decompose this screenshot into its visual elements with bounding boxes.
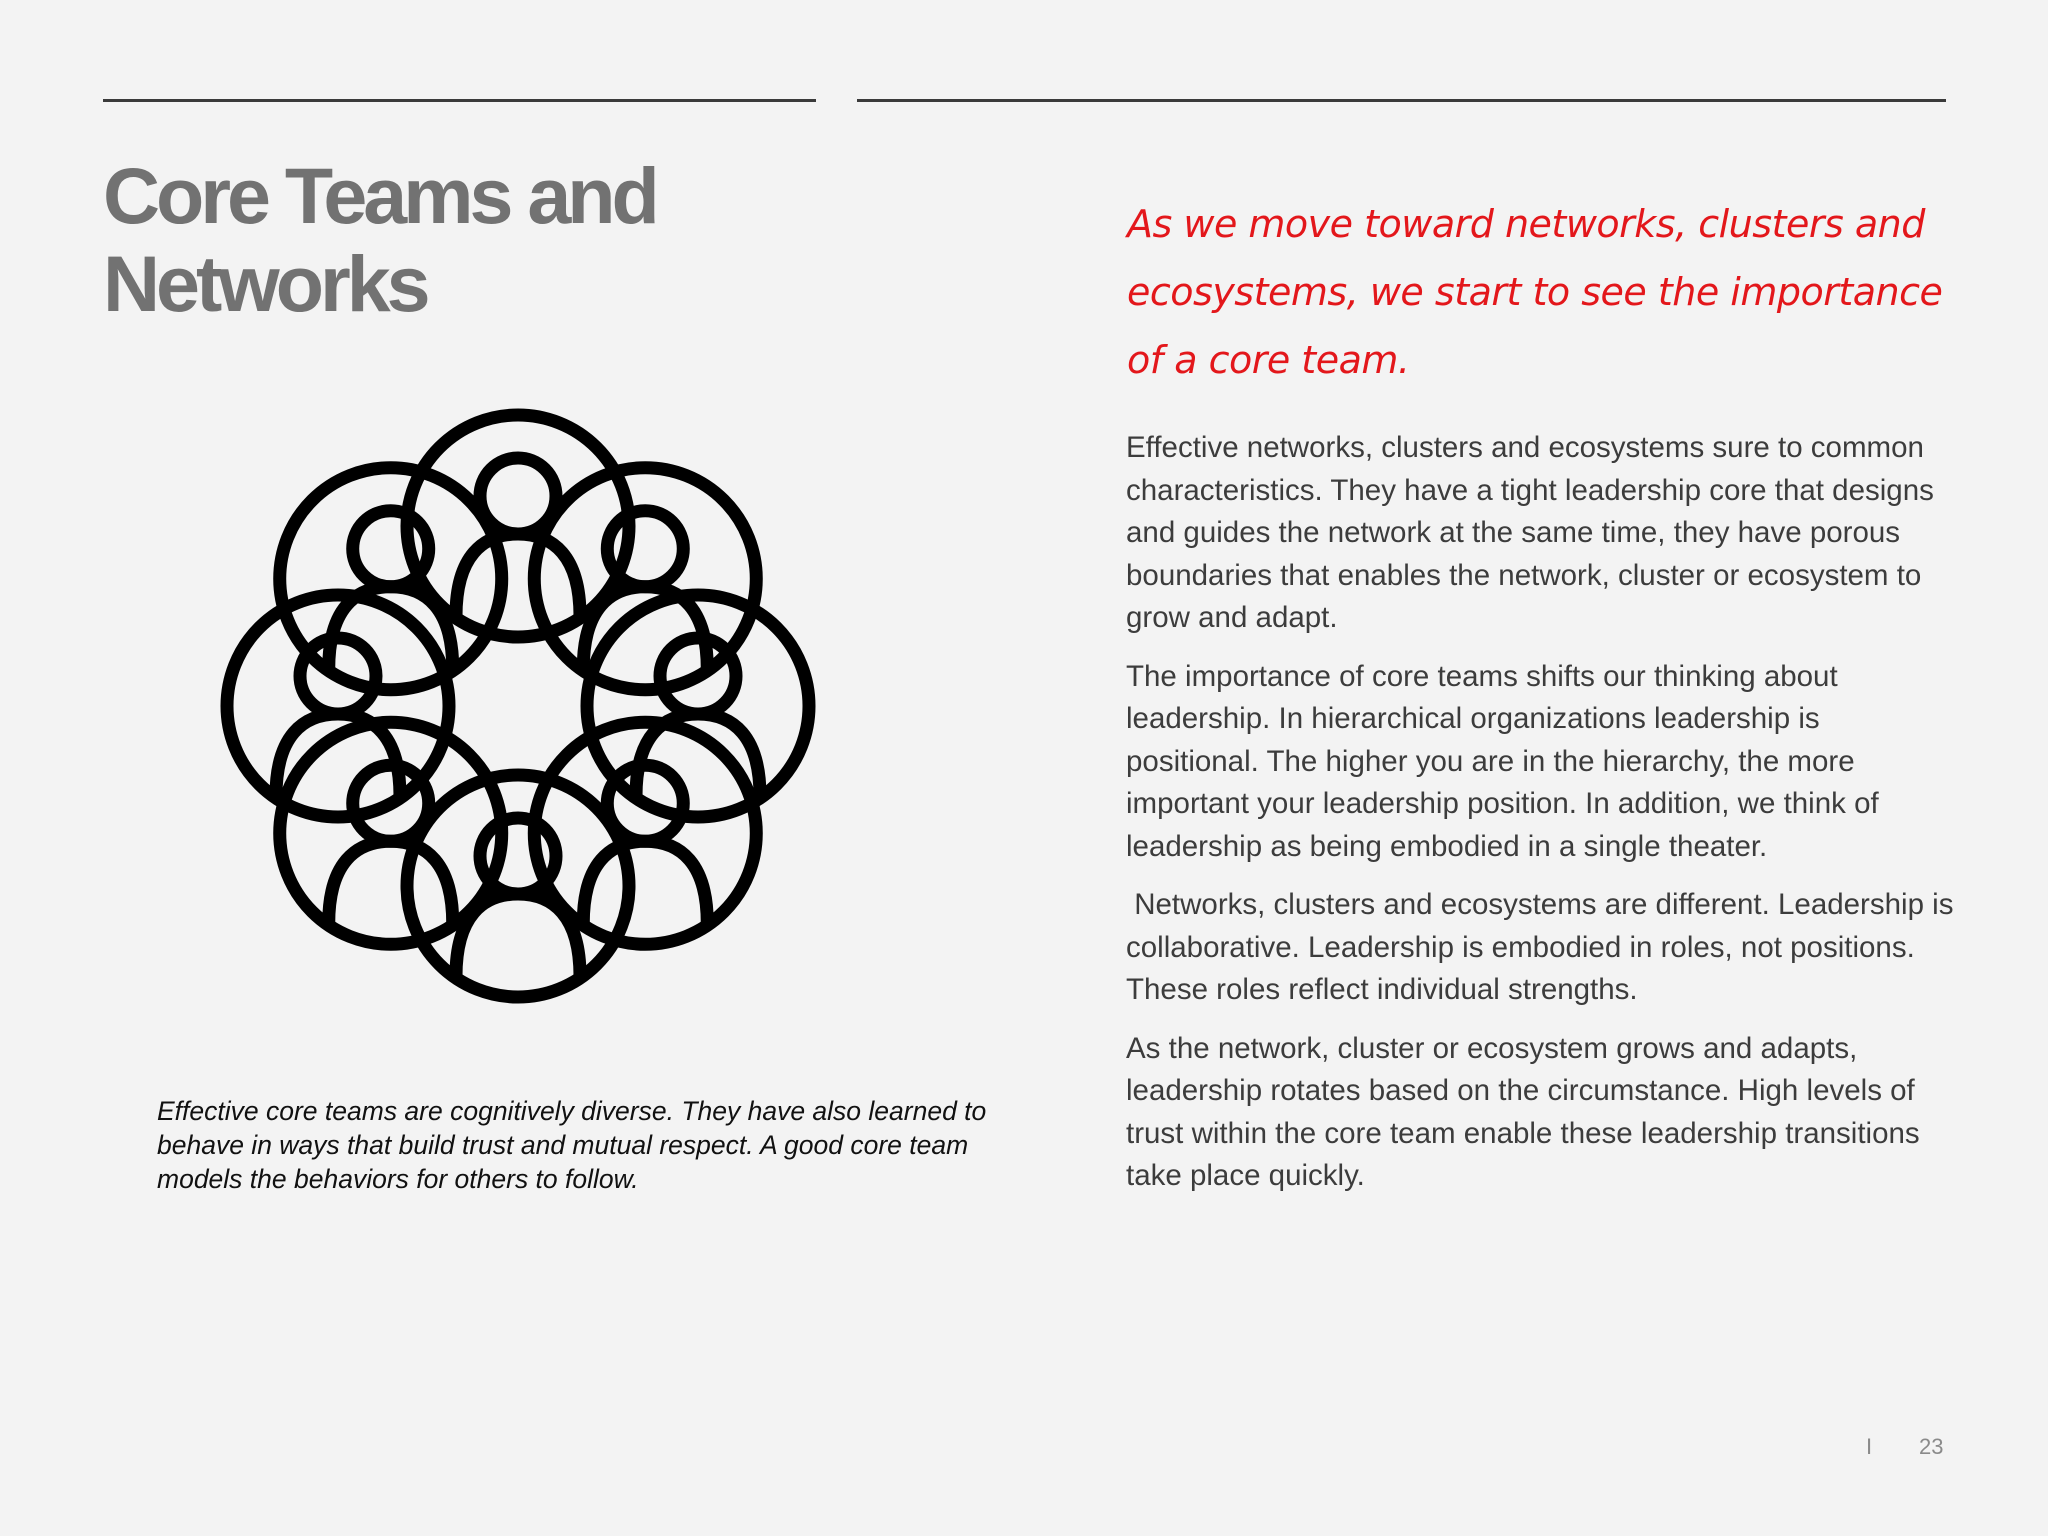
header-rule-left [103, 99, 816, 102]
body-paragraph: As the network, cluster or ecosystem grows and adapts, leadership rotates based on the circumstance. High levels of trust within the core team enable these leadership transitions take place quickly. [1126, 1031, 1920, 1192]
person-icon [407, 775, 629, 997]
team-circle-of-people-icon [140, 330, 900, 1090]
figure-caption: Effective core teams are cognitively diverse. They have also learned to behave in ways that build trust and mutual respect. A good core team models the behaviors for others to follow. [157, 1096, 987, 1194]
page-title-line-2: Networks [103, 239, 427, 328]
person-icon [280, 468, 502, 690]
header-rule-right [857, 99, 1946, 102]
body-paragraph: Effective networks, clusters and ecosystems sure to common characteristics. They have a tight leadership core that designs and guides the network at the same time, they have porous boundaries that enables the network, cluster or ecosystem to grow and adapt. [1126, 431, 1934, 634]
page-title-line-1: Core Teams and [103, 151, 656, 240]
body-paragraph: Networks, clusters and ecosystems are different. Leadership is collaborative. Leadership is embodied in roles, not positions. These roles reflect individual strengths. [1126, 888, 1962, 1006]
lead-quote: As we move toward networks, clusters and ecosystems, we start to see the importance of a core team. [1127, 202, 1943, 382]
page-number: 23 [1919, 1434, 1944, 1459]
page-separator: I [1866, 1434, 1873, 1459]
page-title [103, 152, 743, 328]
body-text [1126, 427, 1962, 1214]
body-paragraph: The importance of core teams shifts our thinking about leadership. In hierarchical organizations leadership is positional. The higher you are in the hierarchy, the more important your leadership position. In addition, we think of leadership as being embodied in a single theater. [1126, 659, 1879, 863]
